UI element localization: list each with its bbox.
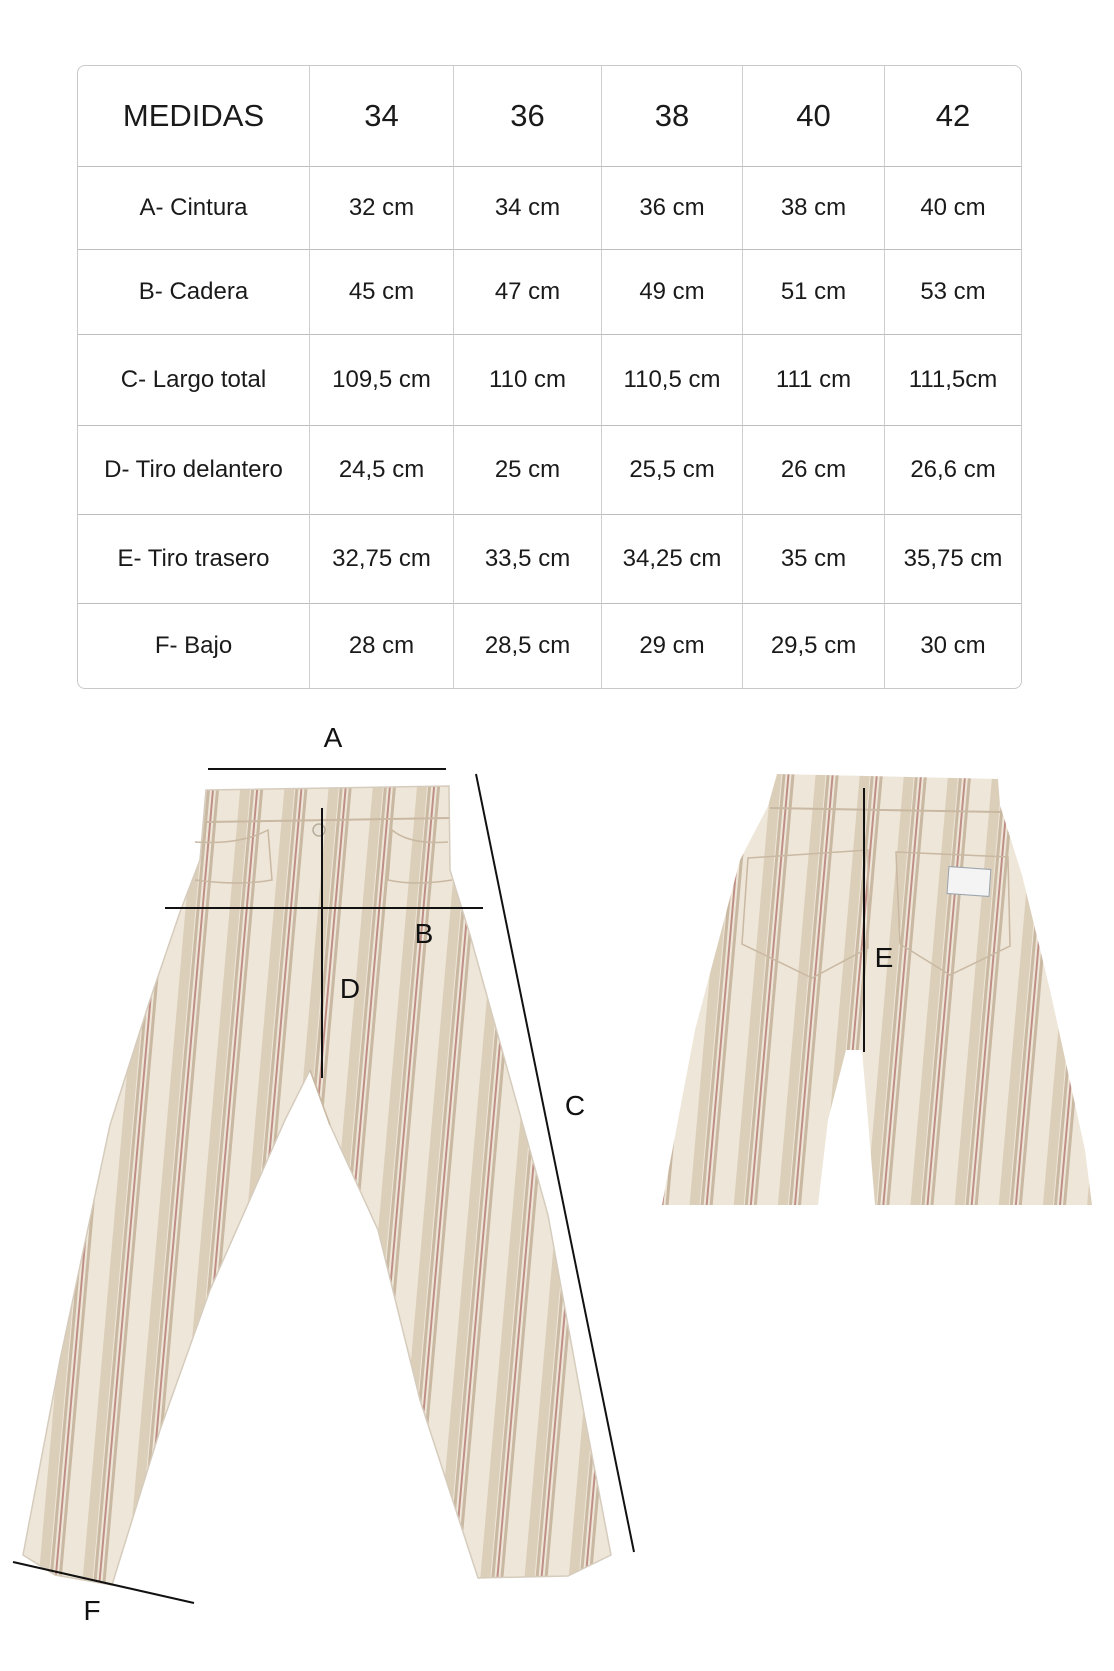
table-cell: 32,75 cm (310, 515, 454, 604)
table-cell: 110 cm (454, 335, 602, 426)
table-row (78, 335, 1021, 426)
table-cell: 26,6 cm (885, 426, 1021, 515)
table-cell: 33,5 cm (454, 515, 602, 604)
table-cell: 34 cm (454, 167, 602, 250)
header-size-34: 34 (310, 66, 454, 167)
table-cell: 25 cm (454, 426, 602, 515)
row-label: E- Tiro trasero (78, 515, 310, 604)
table-cell: 40 cm (885, 167, 1021, 250)
table-row (78, 426, 1021, 515)
label-e: E (874, 942, 894, 973)
size-chart-table (77, 65, 1022, 689)
table-cell: 24,5 cm (310, 426, 454, 515)
header-size-38: 38 (602, 66, 743, 167)
table-header-row (78, 66, 1021, 167)
header-medidas: MEDIDAS (78, 66, 310, 167)
table-cell: 29,5 cm (743, 604, 885, 688)
header-size-36: 36 (454, 66, 602, 167)
row-label: B- Cadera (78, 250, 310, 335)
table-cell: 38 cm (743, 167, 885, 250)
table-cell: 28 cm (310, 604, 454, 688)
table-cell: 28,5 cm (454, 604, 602, 688)
table-row (78, 250, 1021, 335)
row-label: F- Bajo (78, 604, 310, 688)
table-cell: 34,25 cm (602, 515, 743, 604)
table-cell: 30 cm (920, 632, 986, 659)
table-cell: 110,5 cm (602, 335, 743, 426)
table-cell: 26 cm (743, 426, 885, 515)
table-cell: 51 cm (743, 250, 885, 335)
table-cell: 32 cm (310, 167, 454, 250)
row-label: A- Cintura (78, 167, 310, 250)
front-trousers-image (0, 760, 640, 1600)
table-row (78, 167, 1021, 250)
table-row (78, 604, 1021, 688)
label-c: C (564, 1090, 586, 1121)
table-cell: 49 cm (602, 250, 743, 335)
label-a: A (323, 722, 343, 753)
table-cell: 47 cm (454, 250, 602, 335)
table-cell: 25,5 cm (602, 426, 743, 515)
measurement-diagram (0, 690, 1114, 1671)
table-cell: 111,5cm (885, 335, 1021, 426)
back-trousers-image (650, 770, 1100, 1210)
table-cell: 35 cm (743, 515, 885, 604)
table-cell: 111 cm (743, 335, 885, 426)
table-cell: 53 cm (885, 250, 1021, 335)
header-size-40: 40 (743, 66, 885, 167)
table-row (78, 515, 1021, 604)
row-label: D- Tiro delantero (78, 426, 310, 515)
label-f: F (83, 1595, 101, 1626)
table-cell: 29 cm (602, 604, 743, 688)
table-cell: 35,75 cm (885, 515, 1021, 604)
table-cell: 36 cm (602, 167, 743, 250)
label-b: B (414, 918, 434, 949)
row-label: C- Largo total (78, 335, 310, 426)
header-size-42: 42 (885, 66, 1021, 167)
table-cell: 45 cm (310, 250, 454, 335)
label-d: D (339, 973, 361, 1004)
diagram-svg (0, 690, 1114, 1671)
table-cell: 109,5 cm (310, 335, 454, 426)
